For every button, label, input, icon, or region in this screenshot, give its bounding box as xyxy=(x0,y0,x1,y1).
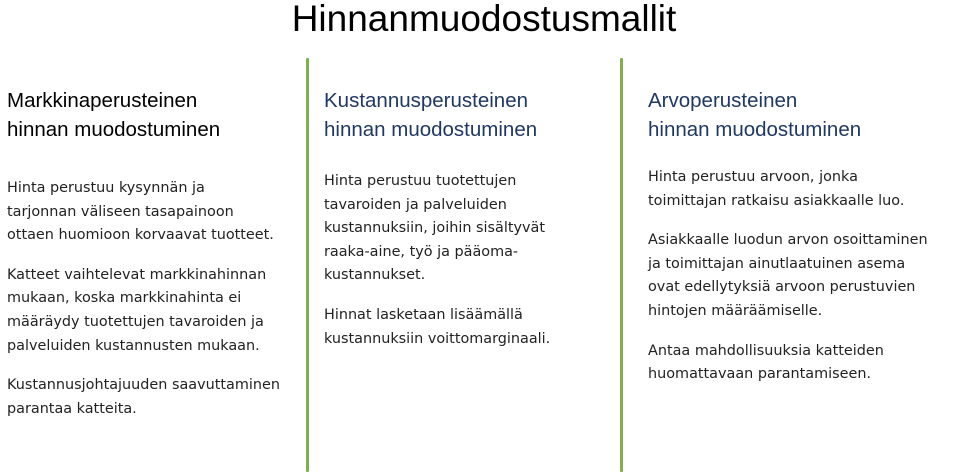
paragraph xyxy=(7,264,280,358)
paragraph xyxy=(7,177,280,248)
heading-line: hinnan muodostuminen xyxy=(324,118,538,141)
heading-line: Arvoperusteinen xyxy=(648,89,798,112)
text-line: Hinta perustuu tuotettujen xyxy=(324,173,517,189)
text-line: määräydy tuotettujen tavaroiden ja xyxy=(7,313,264,330)
column-market-based xyxy=(7,86,280,421)
text-line: mukaan, koska markkinahinta ei xyxy=(7,290,242,307)
text-line: kustannuksiin voittomarginaali. xyxy=(324,330,551,347)
text-line: parantaa katteita. xyxy=(7,400,137,417)
text-line: Hinnat lasketaan lisäämällä xyxy=(324,306,523,323)
text-line: palveluiden kustannusten mukaan. xyxy=(7,337,260,354)
heading-line: hinnan muodostuminen xyxy=(648,118,862,141)
text-line: tavaroiden ja palveluiden xyxy=(324,196,507,213)
heading-line: hinnan muodostuminen xyxy=(7,118,221,141)
text-line: Hinta perustuu kysynnän ja xyxy=(7,180,205,196)
column-heading xyxy=(648,86,928,144)
column-value-based xyxy=(648,86,928,387)
text-line: huomattavaan parantamiseen. xyxy=(648,366,872,383)
text-line: kustannuksiin, joihin sisältyvät xyxy=(324,220,545,237)
page-title: Hinnanmuodostusmallit xyxy=(291,0,677,39)
text-line: Kustannusjohtajuuden saavuttaminen xyxy=(7,377,280,394)
text-line: ottaen huomioon korvaavat tuotteet. xyxy=(7,227,274,244)
text-line: hintojen määräämiselle. xyxy=(648,302,823,319)
column-cost-based xyxy=(324,86,550,351)
text-line: kustannukset. xyxy=(324,267,426,284)
column-heading xyxy=(7,86,280,144)
paragraph xyxy=(7,374,280,421)
text-line: ovat edellytyksiä arvoon perustuvien xyxy=(648,279,916,296)
text-line: Katteet vaihtelevat markkinahinnan xyxy=(7,266,267,283)
paragraph xyxy=(324,170,550,288)
paragraph xyxy=(324,304,550,351)
column-divider-left xyxy=(306,58,309,472)
text-line: ja toimittajan ainutlaatuinen asema xyxy=(648,255,906,272)
text-line: Antaa mahdollisuuksia katteiden xyxy=(648,342,884,359)
text-line: raaka-aine, työ ja pääoma- xyxy=(324,243,519,260)
heading-line: Markkinaperusteinen xyxy=(7,89,198,112)
paragraph xyxy=(648,340,928,387)
text-line: toimittajan ratkaisu asiakkaalle luo. xyxy=(648,192,905,209)
paragraph xyxy=(648,166,928,213)
column-divider-right xyxy=(620,58,623,472)
text-line: tarjonnan väliseen tasapainoon xyxy=(7,203,234,220)
text-line: Asiakkaalle luodun arvon osoittaminen xyxy=(648,232,928,249)
column-heading xyxy=(324,86,550,144)
heading-line: Kustannusperusteinen xyxy=(324,89,529,112)
paragraph xyxy=(648,229,928,323)
text-line: Hinta perustuu arvoon, jonka xyxy=(648,169,858,185)
